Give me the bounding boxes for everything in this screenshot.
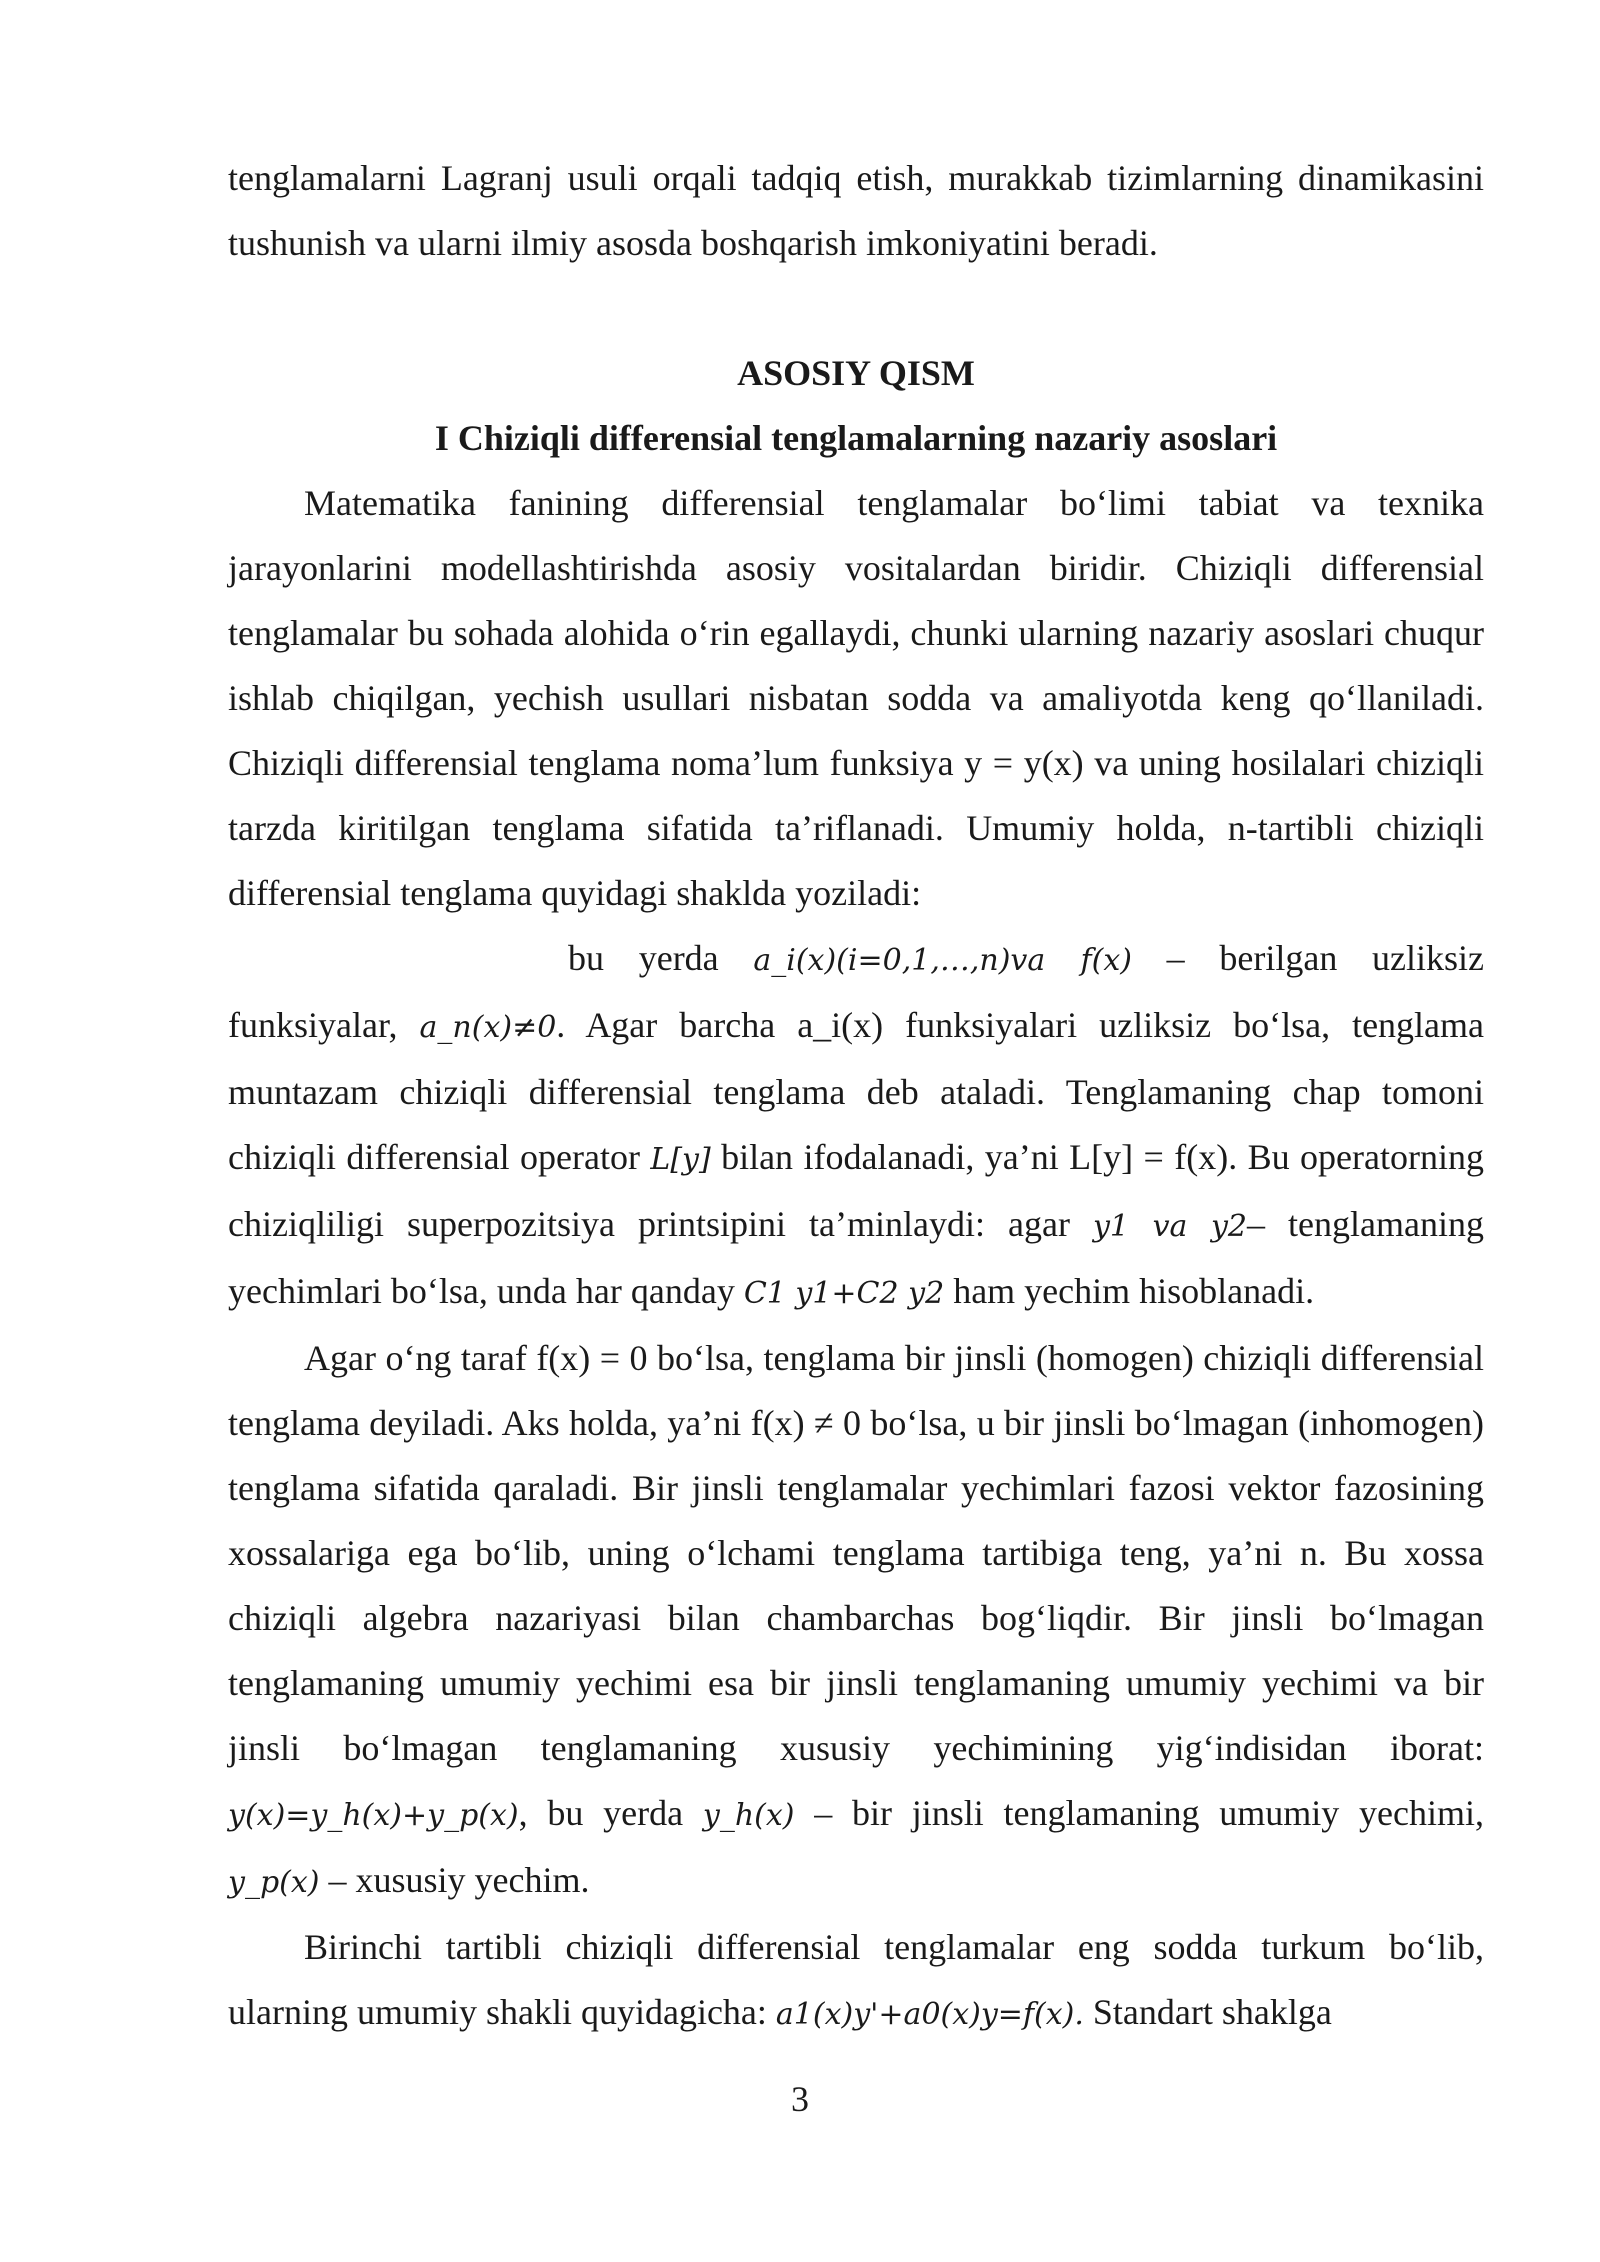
page-number: 3 <box>791 2079 809 2119</box>
math-an-nonzero: a_n(x)≠0 <box>419 1010 557 1045</box>
para3-text-a: Agar o‘ng taraf f(x) = 0 bo‘lsa, tenglama bir jinsli (homogen) chiziqli differensial tenglama deyiladi. Aks holda, ya’ni f(x) ≠ 0 bo‘lsa, u bir jinsli bo‘lmagan (inhomogen) tenglama sifatida qaraladi. Bir jinsli tenglamalar yechimlari fazosi vektor fazosining xossalariga ega bo‘lib, uning o‘lchami tenglama tartibiga teng, ya’ni n. Bu xossa chiziqli algebra nazariyasi bilan chambarchas bog‘liqdir. Bir jinsli bo‘lmagan tenglamaning umumiy yechimi esa bir jinsli tenglamaning umumiy yechimi va bir jinsli bo‘lmagan tenglamaning xususiy yechimining yig‘indisidan iborat: <box>228 1338 1484 1768</box>
paragraph-4 <box>228 1915 1484 2047</box>
math-first-order-equation: a1(x)y'+a0(x)y=f(x). <box>775 1997 1084 2032</box>
para2-text-a: . Agar barcha a_i(x) funksiyalari uzliksiz bo‘lsa, tenglama muntazam chiziqli differensial tenglama deb ataladi. Tenglamaning chap tomoni chiziqli differensial operator <box>228 1005 1485 1177</box>
intro-paragraph: tenglamalarni Lagranj usuli orqali tadqiq etish, murakkab tizimlarning dinamikasini tushunish va ularni ilmiy asosda boshqarish imkoniyatini beradi. <box>228 158 1484 263</box>
math-y1-y2: y1 va y2 <box>1092 1209 1248 1244</box>
para2-text-d: ham yechim hisoblanadi. <box>953 1271 1315 1311</box>
para3-text-c: – bir jinsli tenglamaning umumiy yechimi, <box>814 1793 1484 1833</box>
para4-text-b: Standart shaklga <box>1092 1992 1332 2032</box>
paragraph-2 <box>228 926 1484 1326</box>
spacer <box>228 276 1484 341</box>
math-linear-combination: C1 y1+C2 y2 <box>743 1276 945 1311</box>
math-coefficients: a_i(x)(i=0,1,…,n)va f(x) <box>753 943 1132 978</box>
math-operator-L: L[y] <box>650 1142 711 1177</box>
math-yh: y_h(x) <box>702 1798 795 1833</box>
para3-text-d: – xususiy yechim. <box>328 1860 590 1900</box>
math-general-solution: y(x)=y_h(x)+y_p(x) <box>228 1798 519 1833</box>
para2-text-b: bilan ifodalanadi, ya’ni L[y] = f(x). Bu operatorning chiziqliligi superpozitsiya printsipini ta’minlaydi: agar <box>228 1137 1484 1244</box>
para2-after-coeffs: – berilgan uzliksiz funksiyalar, <box>228 938 1484 1045</box>
para2-lead: bu yerda <box>568 938 719 978</box>
para3-text-b: , bu yerda <box>518 1793 684 1833</box>
paragraph-1: Matematika fanining differensial tenglamalar bo‘limi tabiat va texnika jarayonlarini modellashtirishda asosiy vositalardan biridir. Chiziqli differensial tenglamalar bu sohada alohida o‘rin egallaydi, chunki ularning nazariy asoslari chuqur ishlab chiqilgan, yechish usullari nisbatan sodda va amaliyotda keng qo‘llaniladi. Chiziqli differensial tenglama noma’lum funksiya y = y(x) va uning hosilalari chiziqli tarzda kiritilgan tenglama sifatida ta’riflanadi. Umumiy holda, n-tartibli chiziqli differensial tenglama quyidagi shaklda yoziladi: <box>228 483 1484 913</box>
section-title: ASOSIY QISM <box>737 353 975 393</box>
document-body <box>228 146 1484 2047</box>
para2-text-c: – tenglamaning yechimlari bo‘lsa, unda har qanday <box>228 1204 1484 1311</box>
subsection-title: I Chiziqli differensial tenglamalarning nazariy asoslari <box>434 418 1278 458</box>
math-yp: y_p(x) <box>228 1865 320 1900</box>
paragraph-3 <box>228 1326 1484 1915</box>
para4-text-a: Birinchi tartibli chiziqli differensial tenglamalar eng sodda turkum bo‘lib, ularning umumiy shakli quyidagicha: <box>228 1927 1484 2032</box>
